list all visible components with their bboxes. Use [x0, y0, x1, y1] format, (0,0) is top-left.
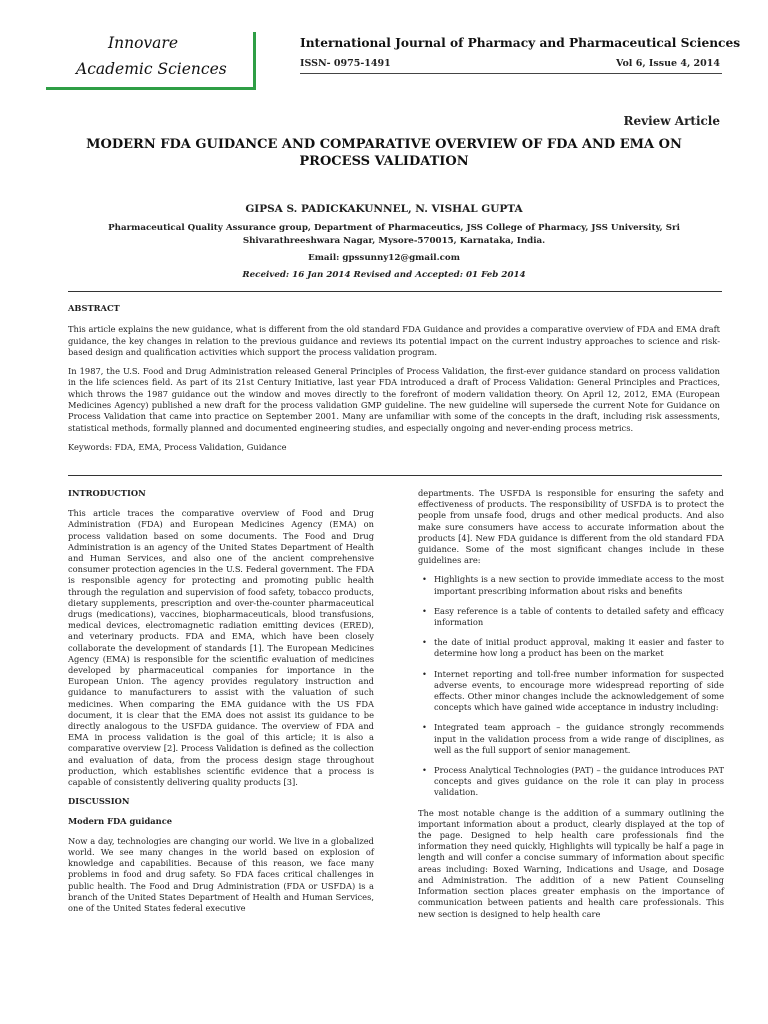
- abstract-top-rule: [68, 291, 722, 292]
- bullet-icon: •: [422, 765, 427, 776]
- bullet-item: [418, 574, 724, 596]
- header-divider: [300, 73, 722, 74]
- right-column: [418, 488, 724, 928]
- publisher-line2: Academic Sciences: [76, 60, 227, 78]
- bullet-icon: •: [422, 668, 427, 679]
- received-dates: Received: 16 Jan 2014 Revised and Accepted: 01 Feb 2014: [242, 270, 526, 280]
- bullet-item: [418, 765, 724, 799]
- bullet-icon: •: [422, 574, 427, 585]
- article-authors: GIPSA S. PADICKAKUNNEL, N. VISHAL GUPTA: [245, 203, 523, 215]
- abstract-section: [68, 303, 720, 461]
- bullet-text: Highlights is a new section to provide immediate access to the most important prescribing information about risks and benefits: [434, 574, 724, 596]
- abstract-bottom-rule: [68, 475, 722, 476]
- abstract-paragraph-2: In 1987, the U.S. Food and Drug Administration released General Principles of Process Validation, the first-ever guidance standard on process validation in the life sciences field. As part of its 21st Century Initiative, last year FDA introduced a draft of Process Validation: General Principles and Practices, which throws the 1987 guidance out the window and moves directly to the forefront of modern validation theory. On April 12, 2012, EMA (European Medicines Agency) published a new draft for the process validation GMP guideline. The new guideline will supersede the current Note for Guidance on Process Validation that came into practice on September 2001. Many are unfamiliar with some of the concepts in the draft, including risk assessments, statistical methods, formally planned and documented engineering studies, and especially ongoing and never-ending process metrics.: [68, 366, 720, 433]
- discussion-heading: DISCUSSION: [68, 796, 130, 807]
- abstract-paragraph-1: This article explains the new guidance, what is different from the old standard FDA Guidance and provides a comparative overview of FDA and EMA draft guidance, the key changes in relation to the previous guidance and reviews its potential impact on the current industry approaches to science and risk-based design and qualification activities which support the process validation program.: [68, 324, 720, 357]
- bullet-text: Process Analytical Technologies (PAT) – the guidance introduces PAT concepts and gives guidance on the role it can play in process validation.: [434, 765, 724, 798]
- keywords: Keywords: FDA, EMA, Process Validation, Guidance: [68, 441, 287, 452]
- article-title: MODERN FDA GUIDANCE AND COMPARATIVE OVERVIEW OF FDA AND EMA ON PROCESS VALIDATION: [86, 137, 682, 169]
- bullet-icon: •: [422, 722, 427, 733]
- right-paragraph-2: The most notable change is the addition of a summary outlining the important information about a product, clearly displayed at the top of the page. Designed to help health care professionals find the information they need quickly, Highlights will typically be half a page in length and will confer a concise summary of information about specific areas including: Boxed Warning, Indications and Usage, and Dosage and Administration. The addition of a new Patient Counseling Information section places greater emphasis on the importance of communication between patients and health care professionals. This new section is designed to help health care: [418, 807, 724, 919]
- bullet-item: [418, 669, 724, 714]
- publisher-line1: Innovare: [108, 34, 178, 52]
- bullet-text: the date of initial product approval, making it easier and faster to determine how long a product has been on the market: [434, 637, 724, 659]
- publisher-logo: [46, 30, 246, 82]
- bullet-item: [418, 637, 724, 659]
- article-type: Review Article: [623, 114, 720, 128]
- introduction-heading: INTRODUCTION: [68, 488, 146, 498]
- introduction-paragraph: This article traces the comparative overview of Food and Drug Administration (FDA) and European Medicines Agency (EMA) on process validation based on some documents. The Food and Drug Administration is an agency of the United States Department of Health and Human Services, and also one of the ancient comprehensive consumer protection agencies in the U.S. Federal government. The FDA is responsible agency for protecting and promoting public health through the regulation and supervision of food safety, tobacco products, dietary supplements, prescription and over-the-counter pharmaceutical drugs (medications), vaccines, biopharmaceuticals, blood transfusions, medical devices, electromagnetic radiation emitting devices (ERED), and veterinary products. FDA and EMA, which have been closely collaborate the development of standards [1]. The European Medicines Agency (EMA) is responsible for the scientific evaluation of medicines developed by pharmaceutical companies for importance in the European Union. The agency provides regulatory instruction and guidance to manufacturers to assist with the valuation of such medicines. When comparing the EMA guidance with the US FDA document, it is clear that the EMA does not assist its guidance to be directly analogous to the USFDA guidance. The overview of FDA and EMA in process validation is the goal of this article; it is also a comparative overview [2]. Process Validation is defined as the collection and evaluation of data, from the process design stage throughout production, which establishes scientific evidence that a process is capable of consistently delivering quality products [3].: [68, 508, 374, 788]
- bullet-item: [418, 606, 724, 628]
- logo-horizontal-bar: [46, 87, 256, 90]
- journal-name: International Journal of Pharmacy and Pharmaceutical Sciences: [300, 36, 741, 50]
- author-email: Email: gpssunny12@gmail.com: [308, 253, 460, 263]
- modern-fda-paragraph: Now a day, technologies are changing our world. We live in a globalized world. We see many changes in the world based on explosion of knowledge and capabilities. Because of this reason, we face many problems in food and drug safety. So FDA faces critical challenges in public health. The Food and Drug Administration (FDA or USFDA) is a branch of the United States Department of Health and Human Services, one of the United States federal executive: [68, 835, 374, 913]
- journal-volume: Vol 6, Issue 4, 2014: [615, 58, 720, 69]
- logo-vertical-bar: [253, 32, 256, 88]
- article-affiliation: Pharmaceutical Quality Assurance group, Department of Pharmaceutics, JSS College of Pharmacy, JSS University, Sri Shivarathreeshwara Nagar, Mysore-570015, Karnataka, India.: [108, 223, 680, 246]
- abstract-heading: ABSTRACT: [68, 303, 120, 313]
- bullet-text: Integrated team approach – the guidance strongly recommends input in the validation process from a wide range of disciplines, as well as the full support of senior management.: [434, 722, 724, 755]
- left-column: [68, 488, 374, 922]
- bullet-icon: •: [422, 637, 427, 648]
- journal-issn: ISSN- 0975-1491: [300, 58, 391, 69]
- bullet-icon: •: [422, 605, 427, 616]
- right-paragraph-1: departments. The USFDA is responsible for ensuring the safety and effectiveness of products. The responsibility of USFDA is to protect the people from unsafe food, drugs and other medical products. And also make sure consumers have access to accurate information about the products [4]. New FDA guidance is different from the old standard FDA guidance. Some of the most significant changes include in these guidelines are:: [418, 488, 724, 566]
- modern-fda-guidance-heading: Modern FDA guidance: [68, 816, 173, 827]
- bullet-text: Easy reference is a table of contents to detailed safety and efficacy information: [434, 605, 724, 628]
- bullet-item: [418, 722, 724, 756]
- bullet-text: Internet reporting and toll-free number information for suspected adverse events, to encourage more widespread reporting of side effects. Other minor changes include the acknowledgement of some concepts which have gained wide acceptance in industry including:: [434, 668, 724, 713]
